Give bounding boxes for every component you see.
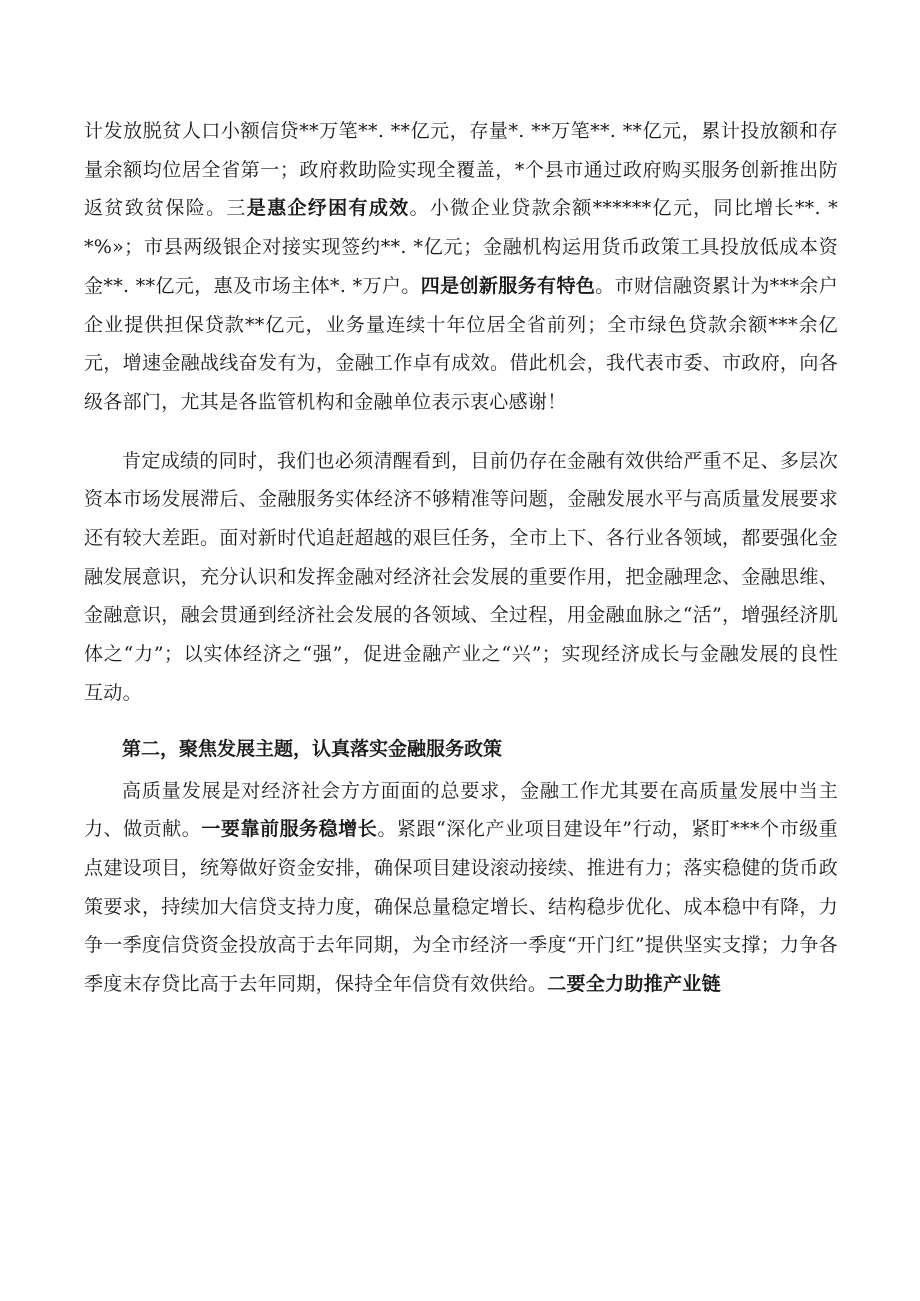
paragraph-text: 计发放脱贫人口小额信贷**万笔**. **亿元，存量*. **万笔**. **亿元，累计投放额和存量余额均位居全省第一；政府救助险实现全覆盖，*个县市通过政府购买服务创新推出防返贫致贫保险。三: [84, 120, 838, 220]
paragraph-achievements: [84, 112, 838, 422]
bold-phrase-innovative-services: 四是创新服务有特色: [420, 274, 596, 297]
paragraph-text: 。市财信融资累计为***余户企业提供担保贷款**亿元，业务量连续十年位居全省前列；全市绿色贷款余额***余亿元，增速金融战线奋发有为，金融工作卓有成效。借此机会，我代表市委、市政府，向各级各部门，尤其是各监管机构和金融单位表示衷心感谢！: [84, 274, 839, 413]
paragraph-text: 。紧跟“深化产业项目建设年”行动，紧盯***个市级重点建设项目，统筹做好资金安排，确保项目建设滚动接续、推进有力；落实稳健的货币政策要求，持续加大信贷支持力度，确保总量稳定增长、结构稳步优化、成本稳中有降，力争一季度信贷资金投放高于去年同期，为全市经济一季度“开门红”提供坚实支撑；力争各季度末存贷比高于去年同期，保持全年信贷有效供给。: [84, 818, 838, 996]
paragraph-text: 。小微企业贷款余额******亿元，同比增长**. **%»；市县两级银企对接实现签约**. *亿元；金融机构运用货币政策工具投放低成本资金**. **亿元，惠及市场主体*. *万户。: [84, 197, 839, 297]
section-heading-2: 第二，聚焦发展主题，认真落实金融服务政策: [122, 737, 503, 760]
document-page: [84, 112, 838, 1004]
paragraph-high-quality-development: [84, 772, 838, 1004]
paragraph-text: 高质量发展是对经济社会方方面面的总要求，金融工作尤其要在高质量发展中当主力、做贡献。: [84, 779, 838, 841]
paragraph-problems: 肯定成绩的同时，我们也必须清醒看到，目前仍存在金融有效供给严重不足、多层次资本市场发展滞后、金融服务实体经济不够精准等问题，金融发展水平与高质量发展要求还有较大差距。面对新时代追赶超越的艰巨任务，全市上下、各行业各领域，都要强化金融发展意识，充分认识和发挥金融对经济社会发展的重要作用，把金融理念、金融思维、金融意识，融会贯通到经济社会发展的各领域、全过程，用金融血脉之“活”，增强经济肌体之“力”；以实体经济之“强”，促进金融产业之“兴”；实现经济成长与金融发展的良性互动。: [84, 449, 838, 704]
bold-phrase-industry-chain: 二要全力助推产业链: [547, 973, 721, 996]
bold-phrase-benefit-enterprises: 是惠企纾困有成效: [246, 197, 410, 220]
bold-phrase-stabilize-growth: 一要靠前服务稳增长: [201, 818, 378, 841]
